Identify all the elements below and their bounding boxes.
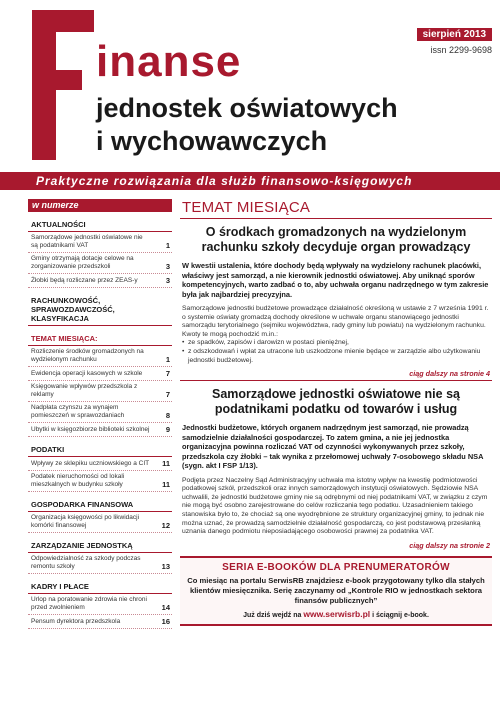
toc-section-title: KADRY I PŁACE (28, 579, 172, 594)
toc-entry-title: Ubytki w księgozbiorze biblioteki szkolnej (31, 426, 150, 433)
article-1-body: Samorządowe jednostki budżetowe prowadzące działalność określoną w ustawie z 7 września 1991 r. o systemie oświaty gromadzą dochody określone w uchwale organu stanowiącego jednostki samorządu terytorialnego (sejmiku województwa, rady gminy lub powiatu) na wydzielonym rachunku. Kwoty te mogą pochodzić m.in.: (182, 305, 489, 338)
title-initial-f-logo (32, 10, 94, 160)
toc-entry-title: Wpływy ze sklepiku uczniowskiego a CIT (31, 460, 150, 467)
banner-link-suffix: i ściągnij e-book. (372, 611, 429, 619)
toc-entry-page-number: 1 (165, 241, 170, 250)
toc-entry[interactable] (28, 232, 172, 253)
toc-entry-title: Księgowanie wpływów przedszkola z reklamy (31, 383, 138, 398)
toc-entry[interactable] (28, 512, 172, 533)
tagline-bar: Praktyczne rozwiązania dla służb finansowo-księgowych (0, 172, 500, 190)
toc-entry-page-number: 16 (161, 617, 170, 626)
toc-entry-page-number: 11 (162, 480, 170, 489)
article-1-lead: W kwestii ustalenia, które dochody będą wpływały na wydzielony rachunek placówki, właściwy jest samorząd, a nie kierownik jednostki oświatowej. Aby uniknąć sporów kompetencyjnych, warto zadbać o to, aby uchwała organu nadrzędnego w tym zakresie była jak najbardziej precyzyjna. (182, 261, 489, 299)
issue-date-badge: sierpień 2013 (417, 28, 492, 41)
toc-sections (28, 217, 172, 629)
main-column (180, 199, 492, 626)
article-2-continued-link[interactable]: ciąg dalszy na stronie 2 (409, 540, 490, 550)
toc-entry-page-number: 7 (165, 390, 170, 399)
toc-entry-title: Pensum dyrektora przedszkola (31, 618, 121, 625)
toc-entry-title: Urlop na poratowanie zdrowia nie chroni przed zwolnieniem (31, 596, 147, 611)
toc-entry[interactable] (28, 457, 172, 471)
toc-entry-page-number: 13 (161, 562, 170, 571)
toc-entry-title: Gminy otrzymają dotacje celowe na zorganizowanie przedszkoli (31, 255, 134, 270)
divider (180, 380, 492, 381)
toc-entry[interactable] (28, 471, 172, 492)
toc-entry[interactable] (28, 594, 172, 615)
toc-entry-title: Podatek nieruchomości od lokali mieszkalnych w budynku szkoły (31, 473, 125, 488)
banner-title: SERIA E-BOOKÓW DLA PRENUMERATORÓW (222, 561, 450, 573)
toc-header: w numerze (28, 199, 172, 212)
banner-link-prefix: Już dziś wejdź na (243, 611, 302, 619)
toc-entry[interactable] (28, 381, 172, 402)
toc-entry-page-number: 3 (165, 262, 170, 271)
toc-section-title: TEMAT MIESIĄCA: (28, 331, 172, 346)
toc-entry-page-number: 7 (165, 369, 170, 378)
article-2-lead: Jednostki budżetowe, których organem nadrzędnym jest samorząd, nie prowadzą samodzielnie działalności gospodarczej. To zatem gmina, a nie jej jednostka organizacyjna powinna rozliczać VAT od czynności wykonywanych przez szkoły, przedszkola czy żłobki – tak wynika z przełomowej uchwały 7-osobowego składu NSA (sygn. akt I FSP 1/13). (182, 423, 484, 471)
toc-section-title: AKTUALNOŚCI (28, 217, 172, 232)
toc-entry[interactable] (28, 274, 172, 288)
toc-section-title: RACHUNKOWOŚĆ, SPRAWOZDAWCZOŚĆ, KLASYFIKACJA (28, 293, 172, 326)
banner-text: Co miesiąc na portalu SerwisRB znajdziesz e-book przygotowany tylko dla stałych klientów miesięcznika. Serię zaczynamy od „Kontrole RIO w jednostkach sektora finansów publicznych” (187, 575, 485, 605)
magazine-subtitle-line-2: i wychowawczych (96, 126, 328, 156)
issn-number: issn 2299-9698 (430, 45, 492, 55)
toc-entry-page-number: 3 (165, 276, 170, 285)
toc-entry-title: Samorządowe jednostki oświatowe nie są podatnikami VAT (31, 234, 143, 249)
toc-entry-title: Nadpłata czynszu za wynajem pomieszczeń w sprawozdaniach (31, 404, 125, 419)
ebook-promo-banner (180, 556, 492, 626)
magazine-subtitle-line-1: jednostek oświatowych (96, 93, 398, 123)
toc-entry[interactable] (28, 346, 172, 367)
toc-entry[interactable] (28, 367, 172, 381)
toc-entry-title: Odpowiedzialność za szkody podczas remontu szkoły (31, 555, 141, 570)
toc-entry-title: Rozliczenie środków gromadzonych na wydzielonym rachunku (31, 348, 144, 363)
toc-entry[interactable] (28, 402, 172, 423)
article-1-bullet: • z odszkodowań i wpłat za utracone lub uszkodzone mienie będące w zarządzie albo użytkowaniu jednostki budżetowej. (180, 348, 492, 365)
toc-entry-title: Organizacja księgowości po likwidacji komórki finansowej (31, 514, 140, 529)
article-1-title: O środkach gromadzonych na wydzielonym rachunku szkoły decyduje organ prowadzący (201, 225, 471, 254)
article-1-bullet: • ze spadków, zapisów i darowizn w postaci pieniężnej, (180, 339, 492, 348)
table-of-contents (28, 199, 172, 629)
section-label: TEMAT MIESIĄCA (180, 199, 492, 219)
toc-entry-title: Żłobki będą rozliczane przez ZEAS-y (31, 277, 138, 284)
toc-entry[interactable] (28, 615, 172, 629)
toc-entry-title: Ewidencja operacji kasowych w szkole (31, 370, 143, 377)
toc-entry[interactable] (28, 423, 172, 437)
toc-entry-page-number: 8 (165, 411, 170, 420)
serwisrb-link[interactable]: www.serwisrb.pl (303, 608, 371, 619)
toc-entry-page-number: 12 (161, 521, 170, 530)
magazine-title: inanse (96, 37, 242, 86)
toc-entry[interactable] (28, 553, 172, 574)
toc-section-title: GOSPODARKA FINANSOWA (28, 497, 172, 512)
toc-section-title: ZARZĄDZANIE JEDNOSTKĄ (28, 538, 172, 553)
toc-section-title: PODATKI (28, 442, 172, 457)
toc-entry-page-number: 14 (161, 603, 170, 612)
toc-entry[interactable] (28, 253, 172, 274)
banner-link-line (184, 609, 488, 619)
toc-entry-page-number: 9 (165, 425, 170, 434)
toc-entry-page-number: 1 (165, 355, 170, 364)
toc-entry-page-number: 11 (162, 459, 170, 468)
article-2-body: Podjęta przez Naczelny Sąd Administracyjny uchwała ma istotny wpływ na kwestię podmiotowości podatkowej szkół, przedszkoli oraz innych samorządowych instytucji oświatowych. Sędziowie NSA uchwalili, że jednostki budżetowe gminy nie są odrębnymi od niej podatnikami VAT, w związku z czym nie mogą być osobno zarejestrowane do celów rozliczania tego podatku. Uzasadnieniem takiego stanowiska było to, że chociaż są one wyodrębnione ze struktury organizacyjnej gminy, to jednak nie można uznać, że prowadzą samodzielnie działalność gospodarczą, co jest podstawową przesłanką uznania danego podmiotu nieposiadającego osobowości prawnej za podatnika VAT. (182, 476, 488, 536)
article-1-continued-link[interactable]: ciąg dalszy na stronie 4 (409, 369, 490, 379)
article-2-title: Samorządowe jednostki oświatowe nie są podatnikami podatku od towarów i usług (212, 387, 460, 417)
masthead (0, 0, 500, 172)
